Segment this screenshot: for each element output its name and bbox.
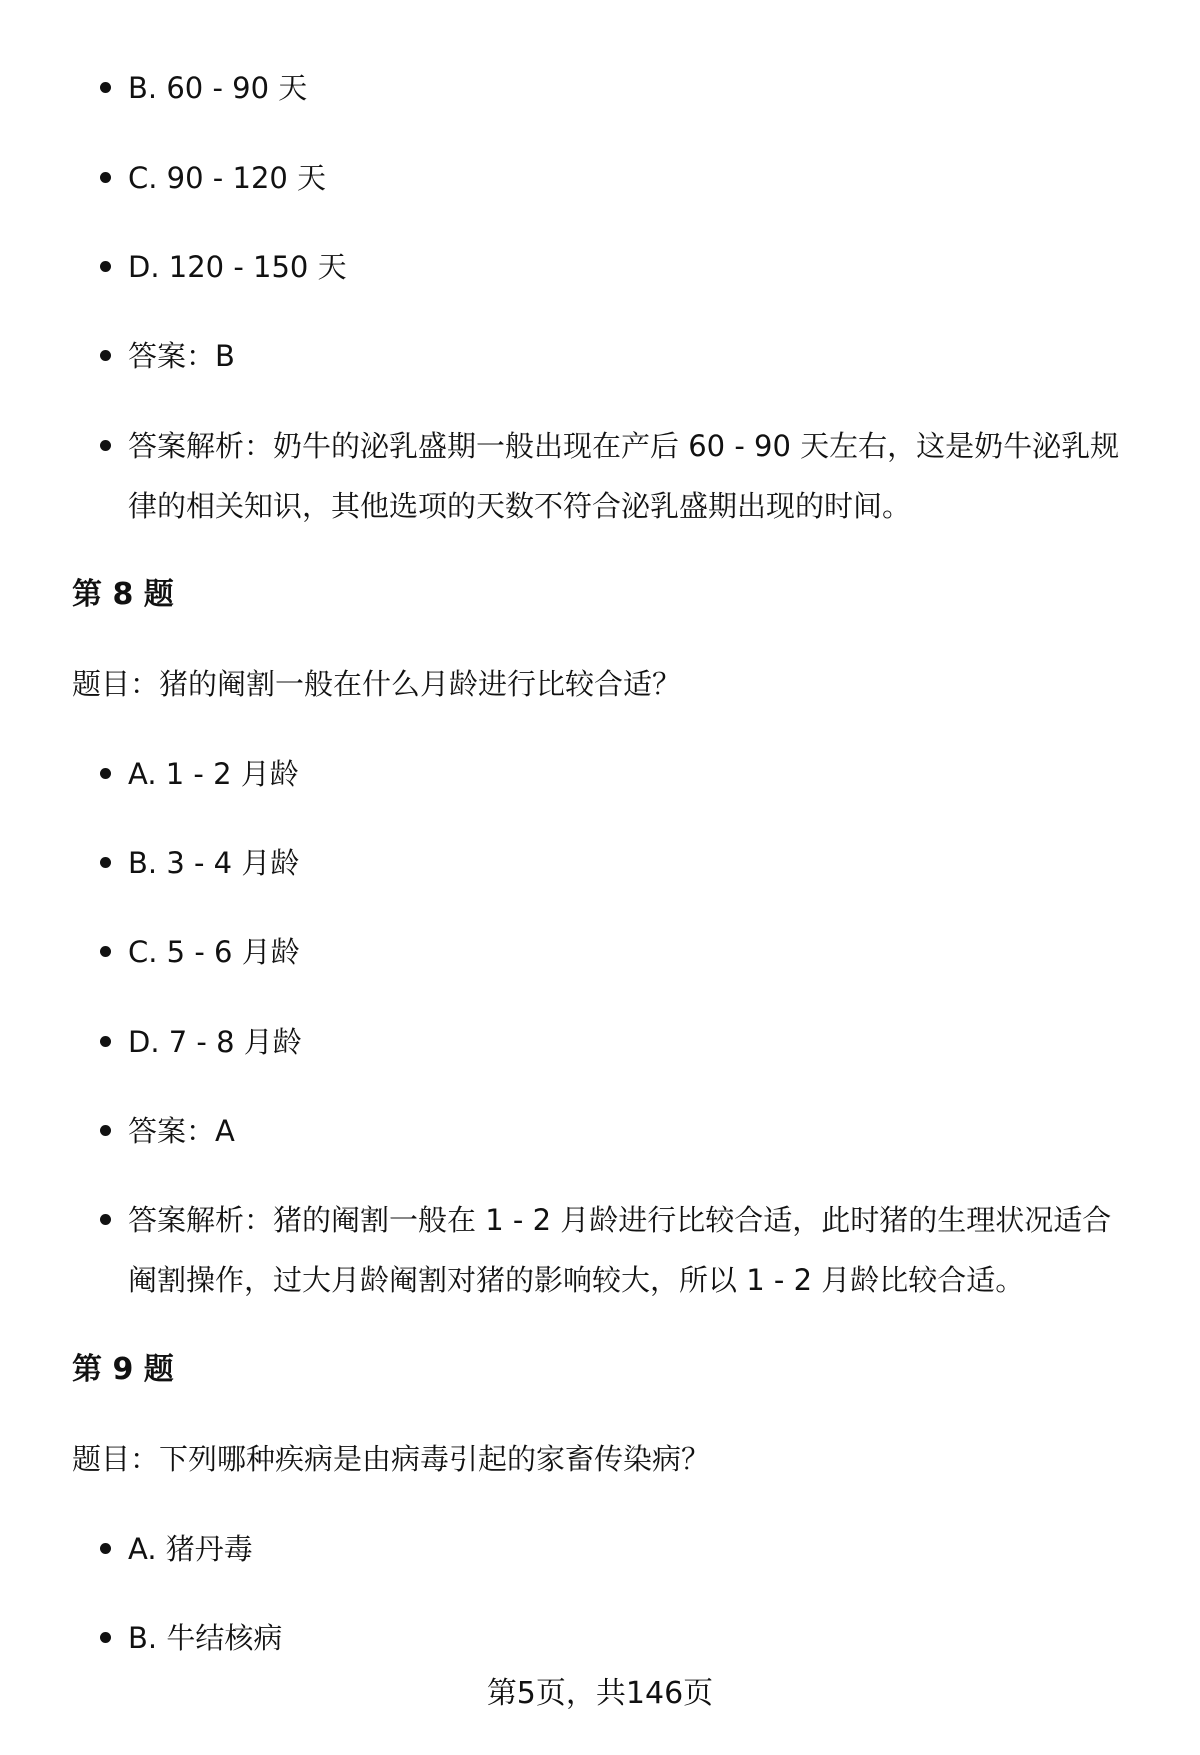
question-heading: 第 9 题: [72, 1352, 174, 1387]
option-item: A. 1 - 2 月龄: [128, 744, 1138, 804]
answer-item: 答案：B: [128, 326, 1138, 386]
question-text: 题目：下列哪种疾病是由病毒引起的家畜传染病？: [72, 1442, 711, 1476]
option-item: C. 5 - 6 月龄: [128, 922, 1138, 982]
option-item: A. 猪丹毒: [128, 1519, 1138, 1579]
explanation-item: 答案解析：奶牛的泌乳盛期一般出现在产后 60 - 90 天左右，这是奶牛泌乳规律的相关知识，其他选项的天数不符合泌乳盛期出现的时间。: [128, 416, 1138, 536]
question-text: 题目：猪的阉割一般在什么月龄进行比较合适？: [72, 667, 682, 701]
option-item: B. 60 - 90 天: [128, 58, 1138, 118]
option-item: C. 90 - 120 天: [128, 148, 1138, 208]
answer-item: 答案：A: [128, 1101, 1138, 1161]
explanation-item: 答案解析：猪的阉割一般在 1 - 2 月龄进行比较合适，此时猪的生理状况适合阉割操作，过大月龄阉割对猪的影响较大，所以 1 - 2 月龄比较合适。: [128, 1190, 1138, 1310]
option-item: B. 牛结核病: [128, 1608, 1138, 1668]
option-item: D. 120 - 150 天: [128, 237, 1138, 297]
option-item: D. 7 - 8 月龄: [128, 1012, 1138, 1072]
page-number: 第5页，共146页: [486, 1676, 714, 1711]
option-item: B. 3 - 4 月龄: [128, 833, 1138, 893]
question-heading: 第 8 题: [72, 577, 174, 612]
